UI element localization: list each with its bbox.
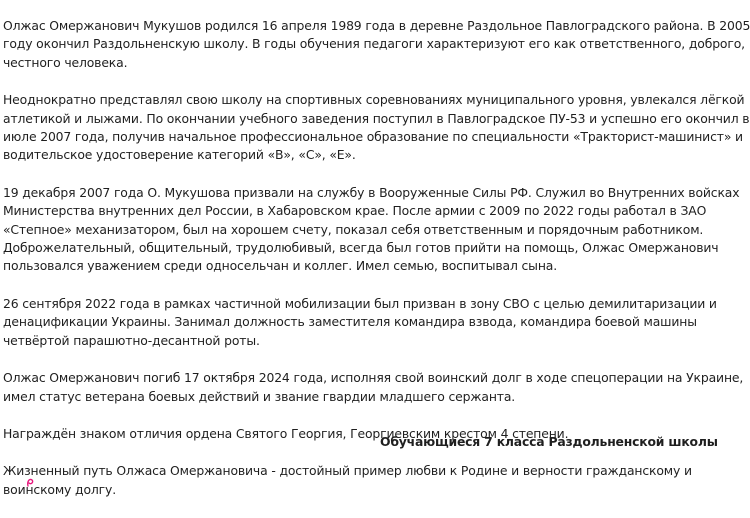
text-line: атлетикой и лыжами. По окончании учебного заведения поступил в Павлоградское ПУ-53 и успешно его окончил в <box>3 110 750 126</box>
text-line: 26 сентября 2022 года в рамках частичной мобилизации был призван в зону СВО с целью демилитаризации и <box>3 295 717 311</box>
text-line: Неоднократно представлял свою школу на спортивных соревнованиях муниципального уровня, увлекался лёгкой <box>3 92 745 108</box>
text-line: имел статус ветерана боевых действий и звание гвардии младшего сержанта. <box>3 388 516 404</box>
paragraph-death <box>3 369 744 406</box>
paragraph-service <box>3 184 740 276</box>
paragraph-birth <box>3 17 750 72</box>
text-line: «Степное» механизатором, был на хорошем счету, показал себя ответственным и порядочным работником. <box>3 221 704 237</box>
text-line: пользовался уважением среди односельчан и коллег. Имел семью, воспитывал сына. <box>3 258 557 274</box>
paragraph-mobilization <box>3 295 717 350</box>
text-line: Олжас Омержанович погиб 17 октября 2024 года, исполняя свой воинский долг в ходе спецоперации на Украине, <box>3 370 744 386</box>
text-line: году окончил Раздольненскую школу. В годы обучения педагоги характеризуют его как ответственного, доброго, <box>3 36 745 52</box>
text-line: Награждён знаком отличия ордена Святого Георгия, Георгиевским крестом 4 степени. <box>3 425 569 441</box>
paragraph-legacy <box>3 462 692 499</box>
pink-swirl-icon <box>26 474 35 488</box>
text-line: честного человека. <box>3 54 128 70</box>
text-line: 19 декабря 2007 года О. Мукушова призвали на службу в Вооруженные Силы РФ. Служил во Внутренних войсках <box>3 184 740 200</box>
text-line: воинскому долгу. <box>3 481 116 497</box>
text-line: Министерства внутренних дел России, в Хабаровском крае. После армии с 2009 по 2022 годы работал в ЗАО <box>3 203 707 219</box>
text-line: июле 2007 года, получив начальное профессиональное образование по специальности «Тракторист-машинист» и <box>3 129 743 145</box>
paragraph-education <box>3 91 750 165</box>
text-line: Жизненный путь Олжаса Омержановича - достойный пример любви к Родине и верности гражданскому и <box>3 463 692 479</box>
text-line: денацификации Украины. Занимал должность заместителя командира взвода, командира боевой машины <box>3 314 697 330</box>
text-line: четвёртой парашютно-десантной роты. <box>3 332 260 348</box>
text-line: Олжас Омержанович Мукушов родился 16 апреля 1989 года в деревне Раздольное Павлоградского района. В 2005 <box>3 18 750 33</box>
text-line: Доброжелательный, общительный, трудолюбивый, всегда был готов прийти на помощь, Олжас Омержанович <box>3 240 719 256</box>
signature: Обучающиеся 7 класса Раздольненской школы <box>380 434 718 449</box>
text-line: водительское удостоверение категорий «В», «С», «Е». <box>3 147 356 163</box>
